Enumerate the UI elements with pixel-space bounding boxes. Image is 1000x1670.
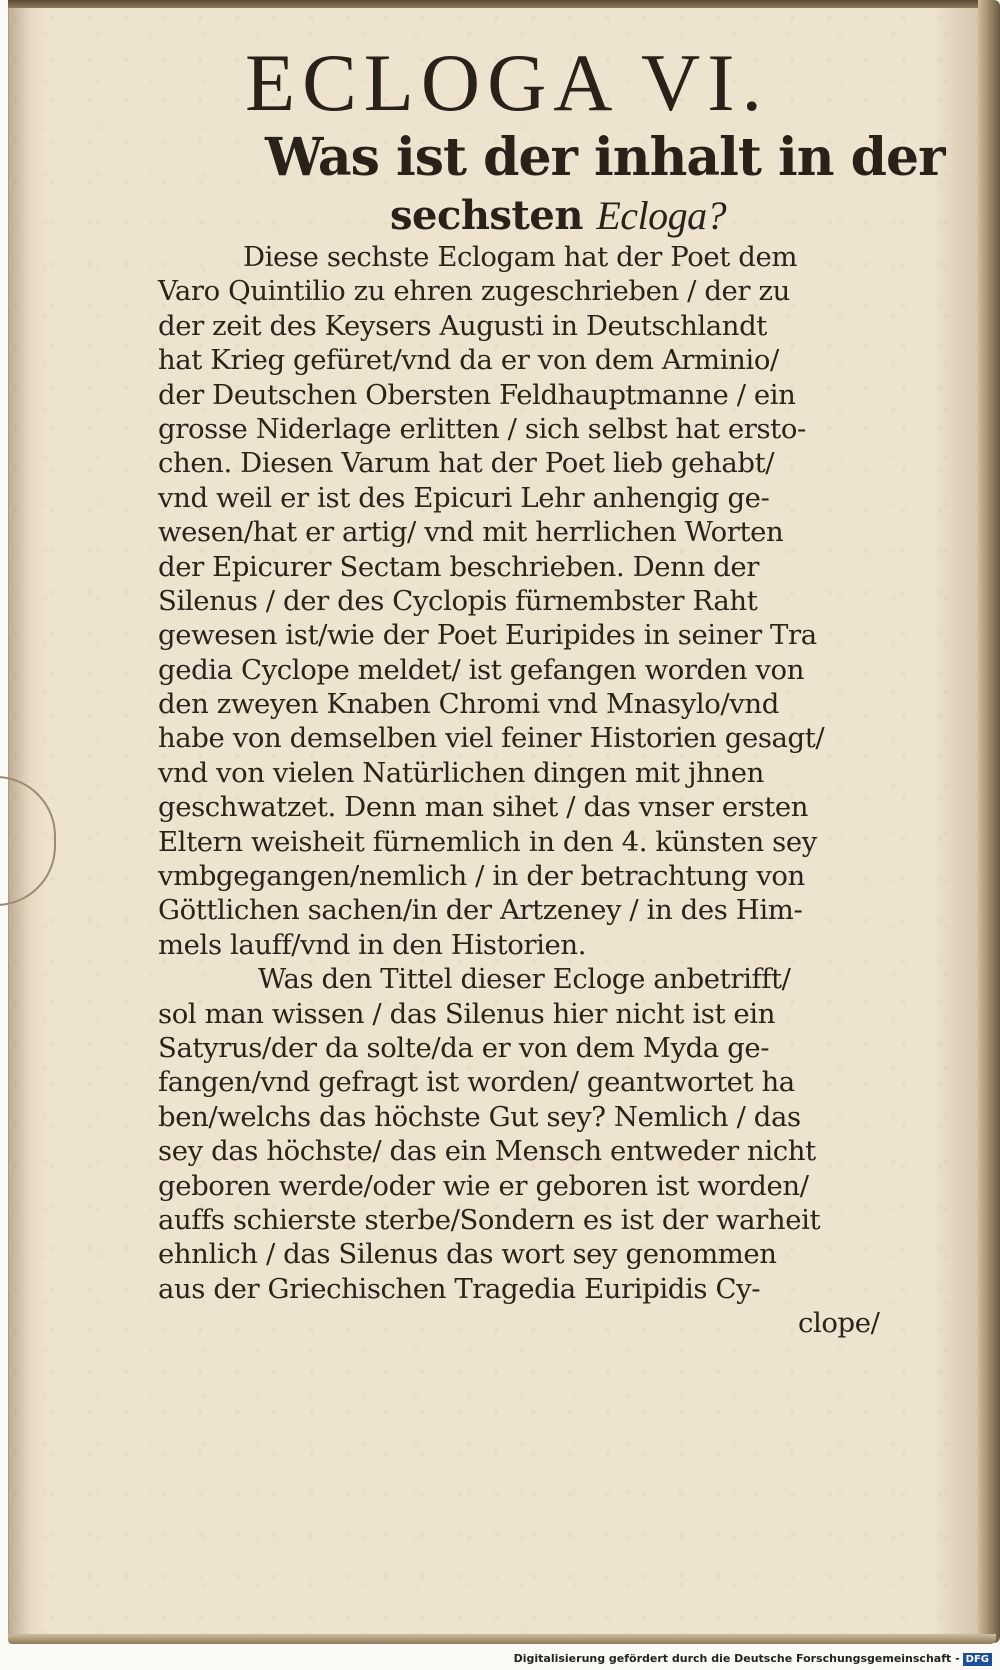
text-line: Satyrus/der da solte/da er von dem Myda ge- bbox=[158, 1031, 770, 1064]
text-line: Göttlichen sachen/in der Artzeney / in des Him- bbox=[158, 894, 803, 927]
heading-line-1: Was ist der inhalt in der bbox=[265, 127, 945, 188]
text-line: der Epicurer Sectam beschrieben. Denn der bbox=[158, 550, 759, 583]
text-line: fangen/vnd gefragt ist worden/ geantwortet ha bbox=[158, 1066, 795, 1099]
text-line: chen. Diesen Varum hat der Poet lieb gehabt/ bbox=[158, 447, 775, 480]
heading-line-2 bbox=[390, 190, 726, 242]
text-line: Diese sechste Eclogam hat der Poet dem bbox=[243, 241, 798, 273]
text-line: aus der Griechischen Tragedia Euripidis Cy- bbox=[158, 1272, 761, 1305]
text-line: geschwatzet. Denn man sihet / das vnser ersten bbox=[158, 791, 809, 824]
text-line: ben/welchs das höchste Gut sey? Nemlich / das bbox=[158, 1100, 801, 1133]
text-line: auffs schierste sterbe/Sondern es ist der warheit bbox=[158, 1203, 821, 1236]
text-line: gedia Cyclope meldet/ ist gefangen worden von bbox=[158, 653, 805, 686]
footer-credit-text: Digitalisierung gefördert durch die Deutsche Forschungsgemeinschaft - bbox=[513, 1652, 960, 1665]
text-line: den zweyen Knaben Chromi vnd Mnasylo/vnd bbox=[158, 688, 779, 721]
heading-line-2-text: sechsten bbox=[390, 192, 597, 239]
text-line: hat Krieg gefüret/vnd da er von dem Arminio/ bbox=[158, 344, 779, 377]
text-line: der zeit des Keysers Augusti in Deutschlandt bbox=[158, 309, 767, 342]
catchword: clope/ bbox=[798, 1307, 880, 1340]
dfg-logo: DFG bbox=[963, 1653, 992, 1666]
page-bottom-edge bbox=[8, 1634, 996, 1644]
text-line: sey das höchste/ das ein Mensch entweder nicht bbox=[158, 1135, 816, 1168]
text-line: gewesen ist/wie der Poet Euripides in seiner Tra bbox=[158, 619, 817, 652]
text-line: geboren werde/oder wie er geboren ist worden/ bbox=[158, 1169, 809, 1202]
text-line: Was den Tittel dieser Ecloge anbetrifft/ bbox=[258, 963, 791, 996]
text-line: Varo Quintilio zu ehren zugeschrieben / der zu bbox=[158, 275, 790, 308]
text-line: habe von demselben viel feiner Historien gesagt/ bbox=[158, 722, 825, 755]
heading-line-2-italic: Ecloga? bbox=[596, 193, 727, 238]
text-line: vnd von vielen Natürlichen dingen mit jhnen bbox=[158, 756, 764, 789]
text-line: wesen/hat er artig/ vnd mit herrlichen Worten bbox=[158, 516, 784, 549]
text-line: der Deutschen Obersten Feldhauptmanne / ein bbox=[158, 378, 796, 411]
text-line: grosse Niderlage erlitten / sich selbst hat ersto- bbox=[158, 412, 806, 445]
digitization-footer bbox=[0, 1652, 992, 1666]
text-line: ehnlich / das Silenus das wort sey genommen bbox=[158, 1238, 777, 1271]
text-line: Eltern weisheit fürnemlich in den 4. künsten sey bbox=[158, 825, 817, 858]
page-title: ECLOGA VI. bbox=[245, 37, 770, 128]
page-fore-edge bbox=[978, 0, 1000, 1643]
text-line: sol man wissen / das Silenus hier nicht ist ein bbox=[158, 997, 776, 1030]
text-line: vmbgegangen/nemlich / in der betrachtung von bbox=[158, 860, 805, 893]
text-line: Silenus / der des Cyclopis fürnembster Raht bbox=[158, 584, 758, 617]
page-top-edge bbox=[8, 0, 991, 8]
body-text bbox=[158, 240, 918, 1341]
text-line: mels lauff/vnd in den Historien. bbox=[158, 928, 587, 961]
text-line: vnd weil er ist des Epicuri Lehr anhengig ge- bbox=[158, 481, 770, 514]
